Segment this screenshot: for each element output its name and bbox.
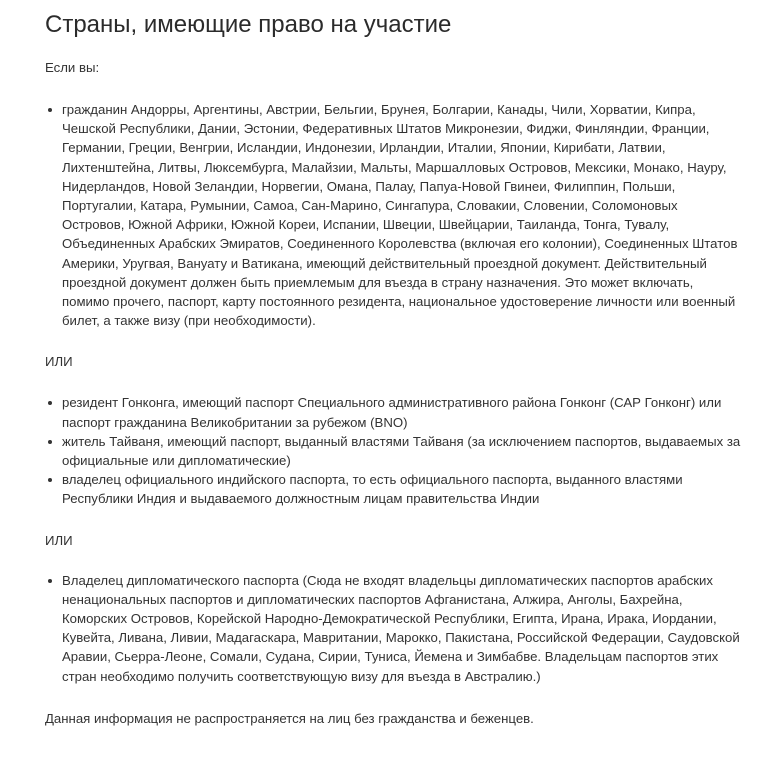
eligibility-list-diplomatic [45, 571, 741, 686]
eligibility-list-citizens [45, 100, 741, 330]
or-separator-2: ИЛИ [45, 532, 73, 548]
list-item-india-official: владелец официального индийского паспорта, то есть официального паспорта, выданного властями Республики Индия и выдаваемого должностным лицам правительства Индии [45, 470, 741, 508]
list-item-diplomatic: Владелец дипломатического паспорта (Сюда не входят владельцы дипломатических паспортов арабских ненациональных паспортов и дипломатических паспортов Афганистана, Алжира, Анголы, Бахрейна, Коморских Островов, Корейской Народно-Демократической Республики, Египта, Ирана, Ирака, Иордании, Кувейта, Ливана, Ливии, Мадагаскара, Мавритании, Марокко, Пакистана, Российской Федерации, Саудовской Аравии, Сьерра-Леоне, Сомали, Судана, Сирии, Туниса, Йемена и Зимбабве. Владельцам паспортов этих стран необходимо получить соответствующую визу для въезда в Австралию.) [45, 571, 741, 686]
or-separator-1: ИЛИ [45, 354, 73, 370]
list-item-hong-kong: резидент Гонконга, имеющий паспорт Специального административного района Гонконг (САР Гонконг) или паспорт гражданина Великобритании за рубежом (BNO) [45, 393, 741, 431]
footer-note: Данная информация не распространяется на лиц без гражданства и беженцев. [45, 710, 534, 726]
intro-text: Если вы: [45, 60, 100, 75]
list-item-citizens: гражданин Андорры, Аргентины, Австрии, Бельгии, Брунея, Болгарии, Канады, Чили, Хорватии, Кипра, Чешской Республики, Дании, Эстонии, Федеративных Штатов Микронезии, Фиджи, Финляндии, Франции, Германии, Греции, Венгрии, Исландии, Индонезии, Ирландии, Италии, Японии, Кирибати, Латвии, Лихтенштейна, Литвы, Люксембурга, Малайзии, Мальты, Маршалловых Островов, Мексики, Монако, Науру, Нидерландов, Новой Зеландии, Норвегии, Омана, Палау, Папуа-Новой Гвинеи, Филиппин, Польши, Португалии, Катара, Румынии, Самоа, Сан-Марино, Сингапура, Словакии, Словении, Соломоновых Островов, Южной Африки, Южной Кореи, Испании, Швеции, Швейцарии, Таиланда, Тонга, Тувалу, Объединенных Арабских Эмиратов, Соединенного Королевства (включая его колонии), Соединенных Штатов Америки, Уругвая, Вануату и Ватикана, имеющий действительный проездной документ. Действительный проездной документ должен быть приемлемым для въезда в страну назначения. Это может включать, помимо прочего, паспорт, карту постоянного резидента, национальное удостоверение личности или военный билет, а также визу (при необходимости). [45, 100, 741, 330]
eligibility-list-residents [45, 393, 741, 508]
list-item-taiwan: житель Тайваня, имеющий паспорт, выданный властями Тайваня (за исключением паспортов, выдаваемых за официальные или дипломатические) [45, 432, 741, 470]
page-title: Страны, имеющие право на участие [45, 11, 452, 38]
